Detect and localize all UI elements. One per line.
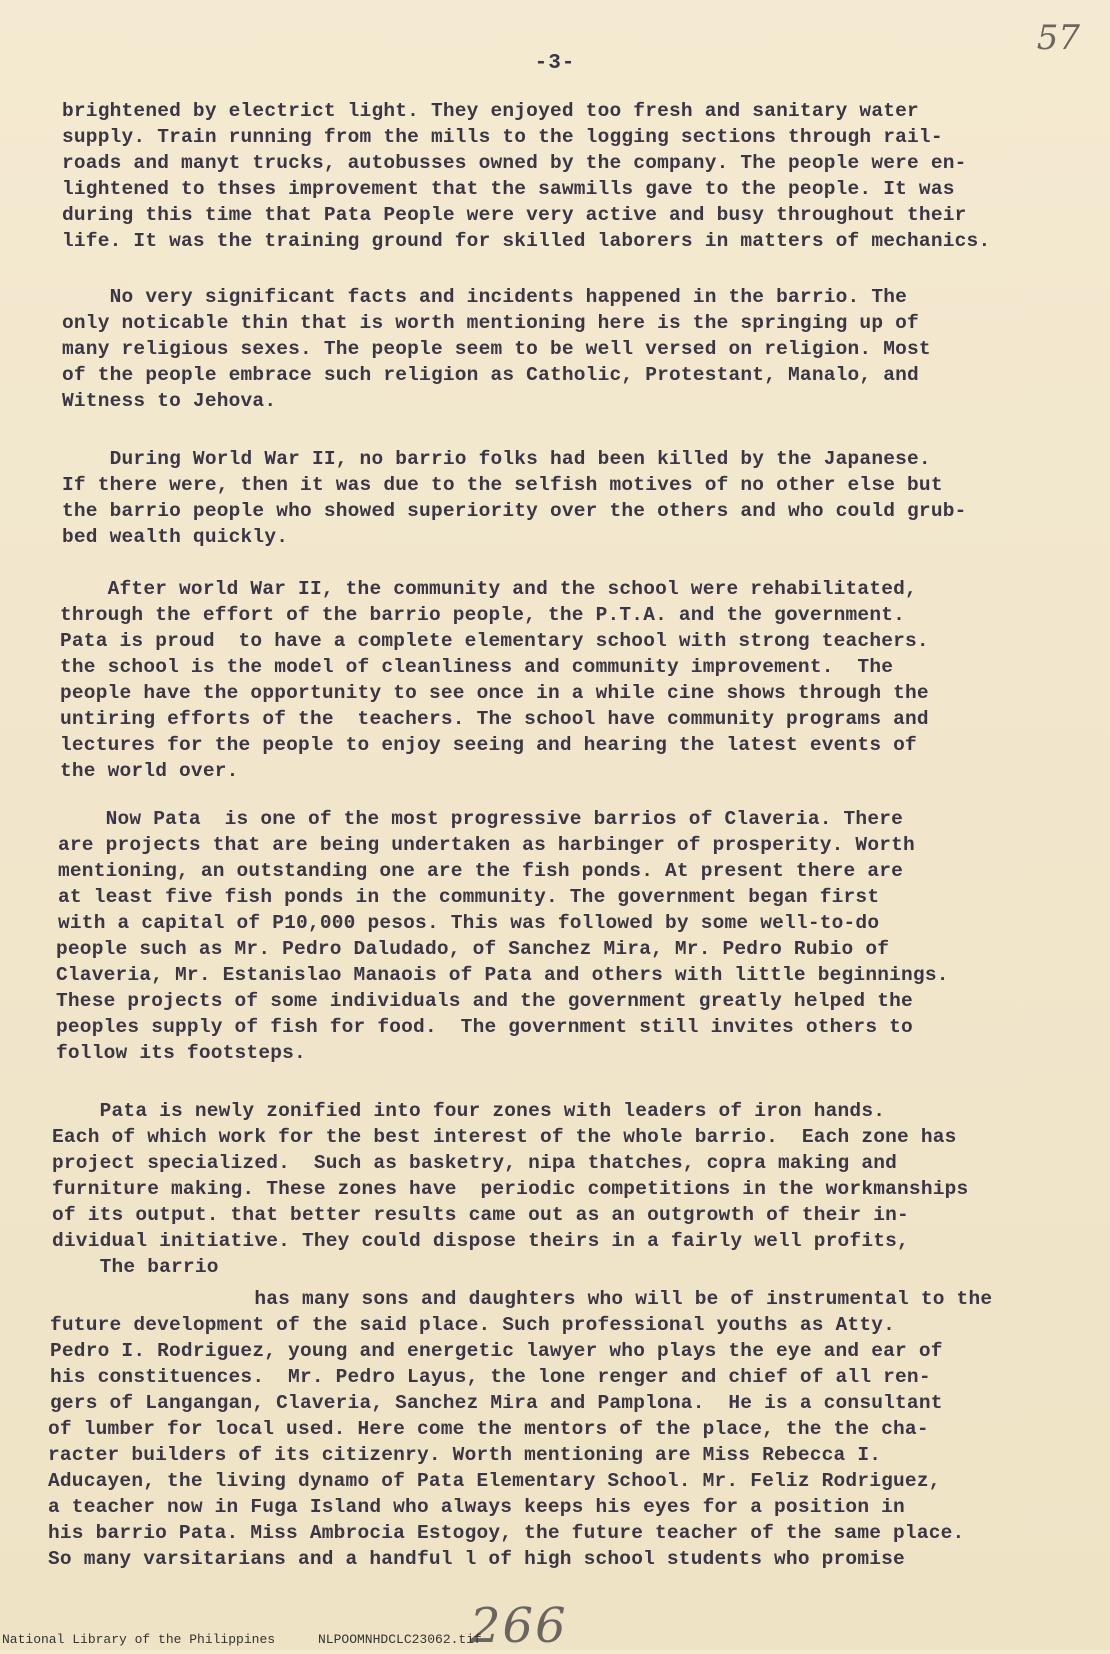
text-line: through the effort of the barrio people, the P.T.A. and the government. [60,604,906,626]
text-line: dividual initiative. They could dispose theirs in a fairly well profits, [52,1230,909,1252]
text-line: These projects of some individuals and the government greatly helped the [56,990,913,1012]
text-line: After world War II, the community and the school were rehabilitated, [60,578,917,600]
text-line: So many varsitarians and a handful l of high school students who promise [48,1548,905,1570]
text-line: Witness to Jehova. [62,390,277,412]
text-line: life. It was the training ground for skilled laborers in matters of mechanics. [62,230,991,252]
text-line: roads and manyt trucks, autobusses owned by the company. The people were en- [62,152,967,174]
text-line: racter builders of its citizenry. Worth mentioning are Miss Rebecca I. [48,1444,882,1466]
text-line: of lumber for local used. Here come the mentors of the place, the the cha- [48,1418,929,1440]
text-line: If there were, then it was due to the selfish motives of no other else but [62,474,943,496]
text-line: Pata is proud to have a complete elementary school with strong teachers. [60,630,929,652]
text-line: with a capital of P10,000 pesos. This was followed by some well-to-do [58,912,880,934]
text-line: during this time that Pata People were very active and busy throughout their [62,204,967,226]
text-line: the world over. [60,760,239,782]
text-line: No very significant facts and incidents happened in the barrio. The [62,286,908,308]
text-line: future development of the said place. Such professional youths as Atty. [50,1314,896,1336]
text-line: gers of Langangan, Claveria, Sanchez Mira and Pamplona. He is a consultant [50,1392,943,1414]
text-line: only noticable thin that is worth mentioning here is the springing up of [62,312,919,334]
text-line: Each of which work for the best interest of the whole barrio. Each zone has [52,1126,957,1148]
footer-institution: National Library of the Philippines [2,1632,276,1647]
text-line: of the people embrace such religion as Catholic, Protestant, Manalo, and [62,364,919,386]
text-line: mentioning, an outstanding one are the fish ponds. At present there are [58,860,904,882]
text-line: bed wealth quickly. [62,526,289,548]
text-line: people such as Mr. Pedro Daludado, of Sanchez Mira, Mr. Pedro Rubio of [56,938,890,960]
text-line: peoples supply of fish for food. The government still invites others to [56,1016,913,1038]
handwritten-page-number: 266 [470,1598,568,1654]
text-line: the school is the model of cleanliness and community improvement. The [60,656,894,678]
text-line: During World War II, no barrio folks had been killed by the Japanese. [62,448,931,470]
text-line: Now Pata is one of the most progressive barrios of Claveria. There [58,808,904,830]
text-line: furniture making. These zones have periodic competitions in the workmanships [52,1178,969,1200]
text-line: the barrio people who showed superiority over the others and who could grub- [62,500,967,522]
text-line: of its output. that better results came out as an outgrowth of their in- [52,1204,909,1226]
text-line: has many sons and daughters who will be of instrumental to the [52,1288,993,1310]
text-line: at least five fish ponds in the community. The government began first [58,886,880,908]
text-line: lightened to thses improvement that the sawmills gave to the people. It was [62,178,955,200]
text-line: Claveria, Mr. Estanislao Manaois of Pata and others with little beginnings. [56,964,949,986]
text-line: brightened by electrict light. They enjoyed too fresh and sanitary water [62,100,919,122]
text-line: follow its footsteps. [56,1042,306,1064]
text-line: a teacher now in Fuga Island who always keeps his eyes for a position in [48,1496,905,1518]
footer-file-id: NLPOOMNHDCLC23062.tif [318,1632,482,1647]
text-line: people have the opportunity to see once in a while cine shows through the [60,682,929,704]
text-line: Pedro I. Rodriguez, young and energetic lawyer who plays the eye and ear of [50,1340,943,1362]
folio-number: 57 [1036,18,1080,58]
text-line: Aducayen, the living dynamo of Pata Elementary School. Mr. Feliz Rodriguez, [48,1470,941,1492]
text-line: Pata is newly zonified into four zones with leaders of iron hands. [52,1100,886,1122]
text-line: lectures for the people to enjoy seeing and hearing the latest events of [60,734,917,756]
text-line: untiring efforts of the teachers. The school have community programs and [60,708,929,730]
text-line: his constituences. Mr. Pedro Layus, the lone renger and chief of all ren- [50,1366,931,1388]
text-line: his barrio Pata. Miss Ambrocia Estogoy, the future teacher of the same place. [48,1522,965,1544]
text-line: project specialized. Such as basketry, nipa thatches, copra making and [52,1152,898,1174]
page-number: -3- [534,52,576,75]
text-line: supply. Train running from the mills to the logging sections through rail- [62,126,943,148]
text-line: The barrio [52,1256,219,1278]
text-line: are projects that are being undertaken as harbinger of prosperity. Worth [58,834,915,856]
text-line: many religious sexes. The people seem to be well versed on religion. Most [62,338,931,360]
